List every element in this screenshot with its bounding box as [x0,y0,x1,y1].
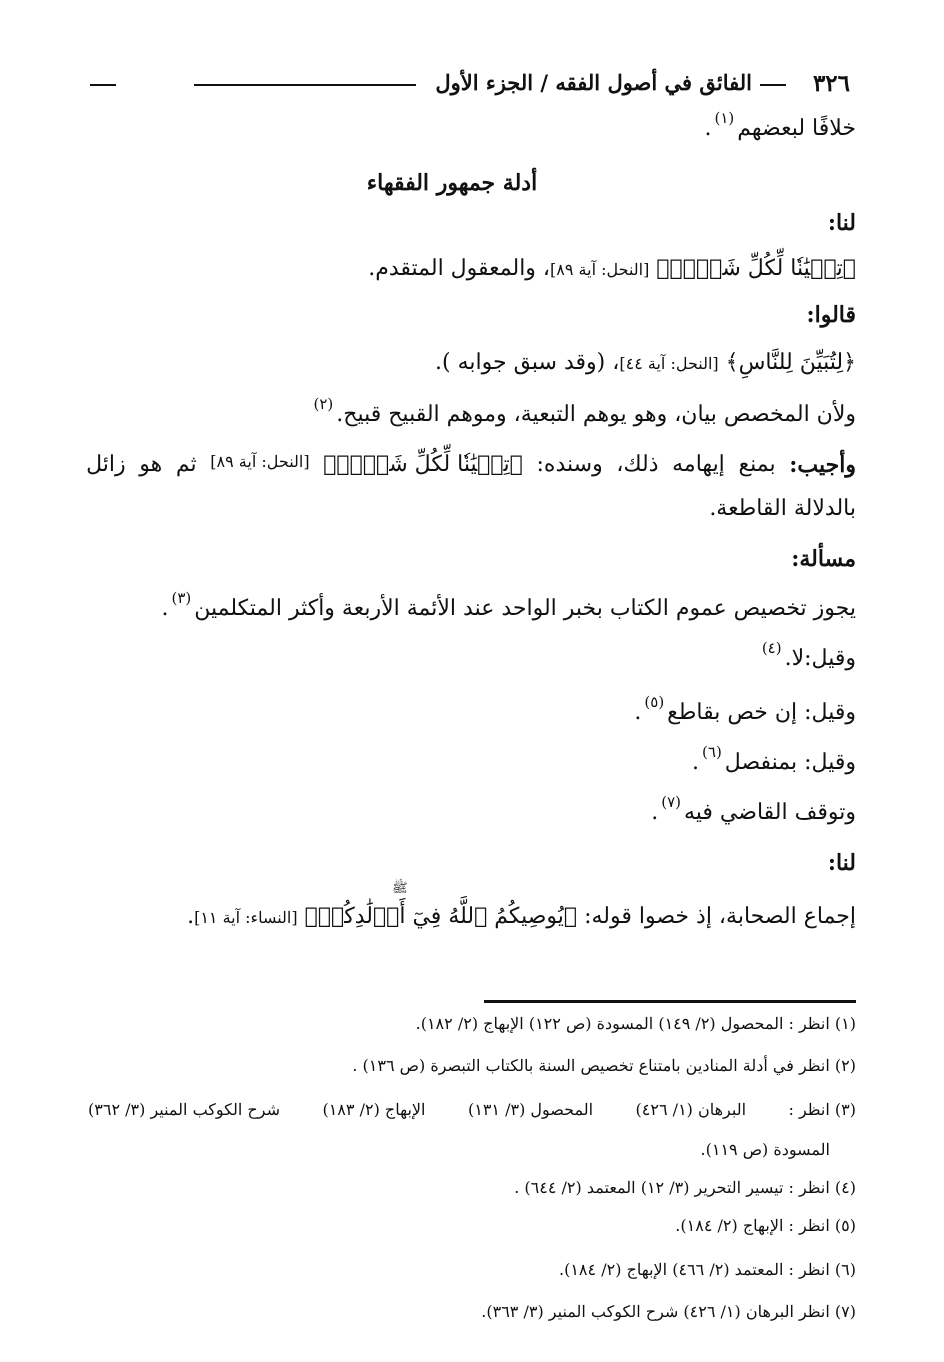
text: (٣) انظر : [788,1100,856,1119]
text: شرح الكوكب المنير (٣/ ٣٦٢) [88,1100,280,1119]
text: ، (وقد سبق جوابه ). [435,350,620,375]
body-line-2 [368,256,856,282]
footnote-ref: (٦) [702,743,722,761]
book-title: الفائق في أصول الفقه / الجزء الأول [435,70,752,95]
footnote-1: (١) انظر : المحصول (٢/ ١٤٩) المسودة (ص ١٢٢) الإبهاج (٢/ ١٨٢). [415,1014,856,1033]
honorific-ligature: ﷺ [392,881,408,896]
footnote-ref: (٥) [644,693,665,711]
label-masala: مسألة: [791,546,856,572]
footnote-5: (٥) انظر : الإبهاج (٢/ ١٨٤). [675,1216,856,1235]
text: . [704,116,712,141]
text: البرهان (١/ ٤٢٦) [635,1100,747,1119]
body-line-5 [86,452,856,478]
text: إيهامه [672,452,725,477]
text: وسنده: [536,452,603,477]
quran-quote: ﴿تِبۡيَٰنٗا لِّكُلِّ شَيۡءٖ﴾ [656,256,856,281]
quran-quote: ﴿يُوصِيكُمُ ٱللَّهُ فِيٓ أَوۡلَٰدِكُمۡ﴾ [304,904,578,929]
text: هو [139,452,163,477]
header-rule-left [90,84,116,86]
footnote-4: (٤) انظر : تيسير التحرير (٣/ ١٢) المعتمد (٢/ ٦٤٤) . [514,1178,856,1197]
body-line-6: بالدلالة القاطعة. [709,496,856,521]
text: . [651,800,659,825]
body-line-9 [634,693,856,726]
footnote-ref: (٧) [661,793,681,811]
label-lana-2: لنا: [827,850,856,876]
quran-quote: ﴿لِتُبَيِّنَ لِلنَّاسِ﴾ [725,350,856,375]
quran-source: [النساء: آية ١١] [194,908,298,927]
text: . [634,700,642,725]
text: المحصول (٣/ ١٣١) [467,1100,594,1119]
running-header [90,68,850,102]
body-line-10 [692,743,856,776]
footnote-3-continuation: المسودة (ص ١١٩). [700,1140,830,1159]
quran-source: [النحل: آية ٤٤] [619,354,719,373]
body-line-12 [187,904,856,930]
text: . [161,596,169,621]
quran-source: [النحل: آية ٨٩] [210,452,310,471]
footnote-6: (٦) انظر : المعتمد (٢/ ٤٦٦) الإبهاج (٢/ ١٨٤). [559,1260,856,1279]
footnote-7: (٧) انظر البرهان (١/ ٤٢٦) شرح الكوكب المنير (٣/ ٣٦٣). [481,1302,856,1321]
text: ثم [175,452,197,477]
text: يجوز تخصيص عموم الكتاب بخبر الواحد عند الأئمة الأربعة وأكثر المتكلمين [194,596,856,621]
body-line-11 [651,793,856,826]
header-rule-right [760,84,786,86]
footnote-separator [484,1000,856,1003]
footnote-3 [88,1100,856,1119]
text: ذلك، [616,452,659,477]
text: خلافًا لبعضهم [737,116,856,141]
body-line-3 [435,350,856,376]
text: ولأن المخصص بيان، وهو يوهم التبعية، وموهم القبيح قبيح. [336,402,856,427]
footnote-ref: (٢) [313,395,334,413]
body-line-1 [704,109,856,142]
footnote-ref: (١) [714,109,735,127]
text: . [187,904,195,929]
text: وقيل:لا. [784,646,856,671]
text: زائل [86,452,126,477]
body-line-7 [161,589,856,622]
text: . [692,750,700,775]
text: إجماع الصحابة، إذ خصوا قوله: [584,904,856,929]
text: ، والمعقول المتقدم. [368,256,551,281]
text: وقيل: إن خص بقاطع [667,700,856,725]
quran-quote: ﴿تِبۡيَٰنٗا لِّكُلِّ شَيۡءٖ﴾ [323,452,523,477]
label-qalu: قالوا: [806,302,856,328]
footnote-ref: (٤) [761,639,782,657]
page-number: ٣٢٦ [812,70,850,97]
label-lana: لنا: [827,210,856,236]
text: الإبهاج (٢/ ١٨٣) [322,1100,426,1119]
text: وقيل: بمنفصل [724,750,856,775]
quran-source: [النحل: آية ٨٩] [550,260,650,279]
footnote-ref: (٣) [171,589,192,607]
section-heading: أدلة جمهور الفقهاء [366,170,538,196]
text: وأجيب: [789,452,856,478]
text: وتوقف القاضي فيه [683,800,856,825]
text: بمنع [738,452,776,477]
footnote-2: (٢) انظر في أدلة المنادين بامتناع تخصيص السنة بالكتاب التبصرة (ص ١٣٦) . [352,1056,856,1075]
header-rule-middle [194,84,416,86]
body-line-4 [310,395,856,428]
body-line-8 [759,639,856,672]
